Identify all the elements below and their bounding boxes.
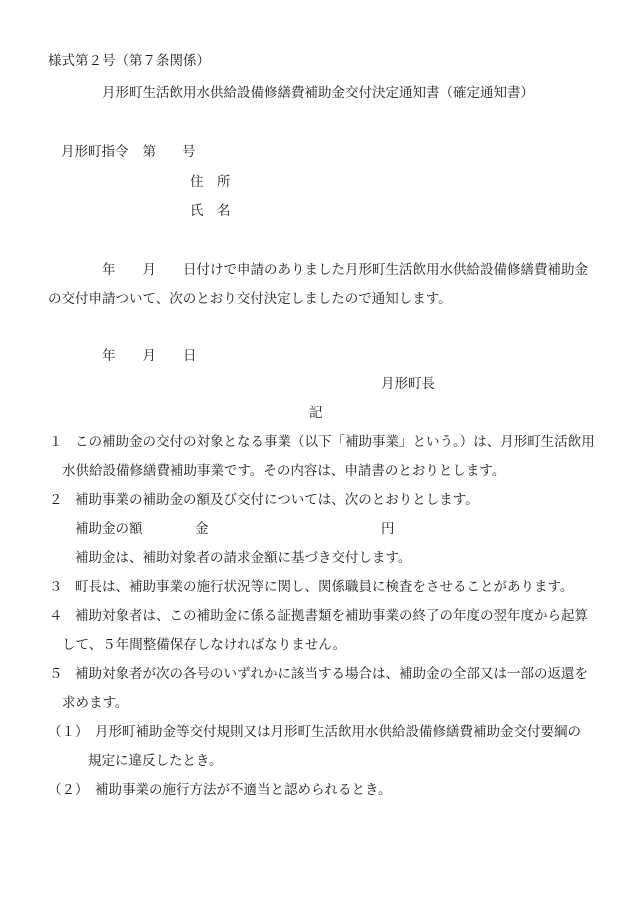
intro-line-1 <box>102 262 588 278</box>
document-number-go: 号 <box>182 144 196 160</box>
item-3-line-1: 町長は、補助事業の施行状況等に関し、関係職員に検査をさせることがあります。 <box>75 579 574 595</box>
item-2-note: 補助金は、補助対象者の請求金額に基づき交付します。 <box>75 550 412 566</box>
intro-line-2: の交付申請ついて、次のとおり交付決定しましたので通知します。 <box>48 291 452 307</box>
issue-date <box>102 348 197 364</box>
item-3-number: ３ <box>49 579 63 595</box>
form-number: 様式第２号（第７条関係） <box>48 53 210 69</box>
date-year: 年 <box>102 348 116 364</box>
item-2-number: ２ <box>49 492 63 508</box>
item-4-line-2: して、５年間整備保存しなければなりません。 <box>62 637 347 653</box>
item-5-line-2: 求めます。 <box>62 695 129 711</box>
item-5-line-1: 補助対象者が次の各号のいずれかに該当する場合は、補助金の全部又は一部の返還を <box>75 666 588 682</box>
sub-item-1-number: （１） <box>48 724 89 740</box>
item-5-number: ５ <box>49 666 63 682</box>
ki-heading: 記 <box>309 405 323 421</box>
intro-day-text: 日付けで申請のありました月形町生活飲用水供給設備修繕費補助金 <box>183 262 588 278</box>
intro-year: 年 <box>102 262 116 278</box>
document-title: 月形町生活飲用水供給設備修繕費補助金交付決定通知書（確定通知書） <box>102 85 534 101</box>
document-number <box>61 144 196 160</box>
address-label: 住 所 <box>190 174 231 190</box>
name-label: 氏 名 <box>190 203 231 219</box>
amount-kin: 金 <box>195 521 209 537</box>
amount-label: 補助金の額 <box>75 521 143 537</box>
item-1-line-2: 水供給設備修繕費補助事業です。その内容は、申請書のとおりとします。 <box>62 463 506 479</box>
document-number-dai: 第 <box>142 144 156 160</box>
sub-item-1-line-2: 規定に違反したとき。 <box>88 753 223 769</box>
date-day: 日 <box>183 348 197 364</box>
sub-item-2-number: （２） <box>48 782 89 798</box>
sub-item-2-line-1: 補助事業の施行方法が不適当と認められるとき。 <box>95 782 392 798</box>
date-month: 月 <box>142 348 156 364</box>
item-4-line-1: 補助対象者は、この補助金に係る証拠書類を補助事業の終了の年度の翌年度から起算 <box>75 608 588 624</box>
issuer: 月形町長 <box>381 376 435 392</box>
item-4-number: ４ <box>49 608 63 624</box>
amount-yen: 円 <box>381 521 395 537</box>
item-2-line-1: 補助事業の補助金の額及び交付については、次のとおりとします。 <box>75 492 479 508</box>
item-1-number: １ <box>49 434 63 450</box>
document-number-prefix: 月形町指令 <box>61 144 129 160</box>
sub-item-1-line-1: 月形町補助金等交付規則又は月形町生活飲用水供給設備修繕費補助金交付要綱の <box>95 724 581 740</box>
intro-month: 月 <box>142 262 156 278</box>
item-1-line-1: この補助金の交付の対象となる事業（以下「補助事業」という。）は、月形町生活飲用 <box>75 434 595 450</box>
